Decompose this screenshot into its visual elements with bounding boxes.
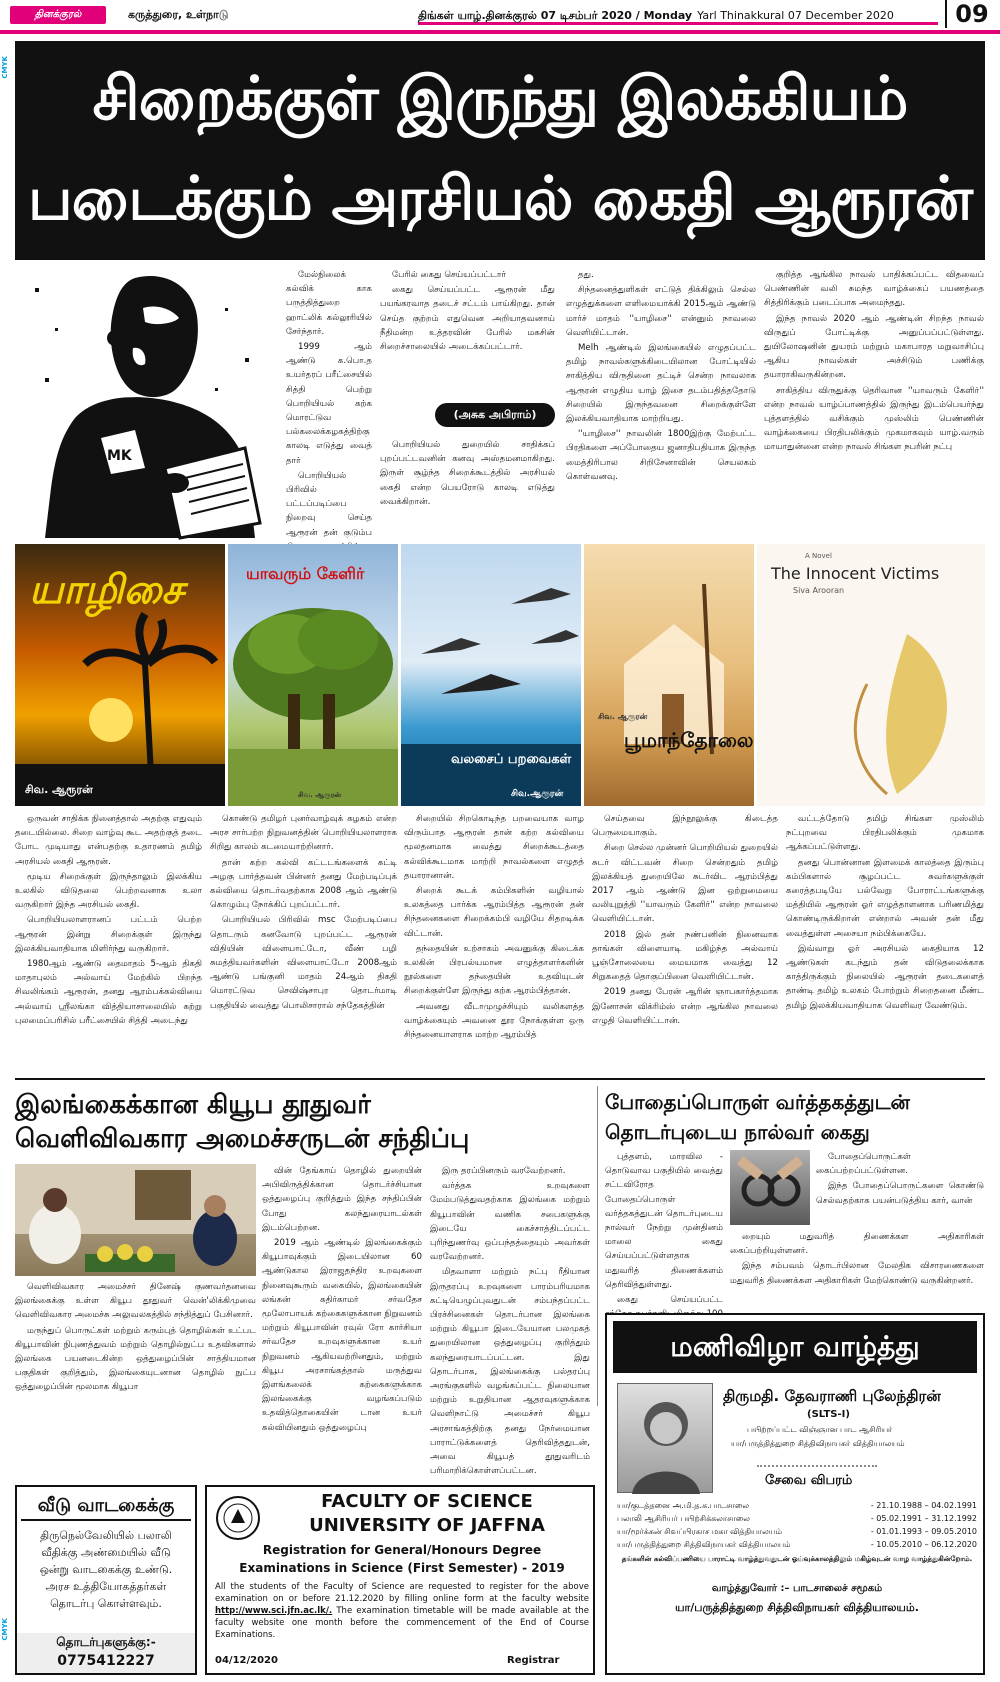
house-illustration bbox=[584, 544, 754, 806]
honoree-grade: (SLTS-I) bbox=[807, 1409, 850, 1420]
story-column: பொறியியல் துறையில் சாதிக்கப் புறப்பட்டவனின் கனவு அஸ்தமனமாகிறது. இருள் சூழ்ந்த சிறைக்கூடத்தில் அரசியல் கைதி என்ற பெயரோடு காலடி எடுத்து வைக்கிறான். bbox=[380, 440, 555, 507]
section-label: கருத்துரை, உள்நாடு bbox=[128, 8, 229, 21]
story-column: ஒருவன் சாதிக்க நினைத்தால் அதற்கு எதுவும் தடையில்லை. சிறை வாழ்வு கூட அதற்குத் தடை போட முடியாது என்பதற்கு உதாரணம் தமிழ் அரசியல் கைதி ஆரூரன். மூடிய சிறைக்குள் இருந்தாலும் இலக்கிய உலகில் விடுதலை பெற்றவனாக உலா வருகிறார் இந்த அரசியல் கைதி. பொறியியலாளரானப் பட்டம் பெற்ற ஆரூரன் இன்று சிறைக்குள் இருந்து இலக்கியவாதியாக மிளிர்ந்து வருகிறார். 1980ஆம் ஆண்டு தைமாதம் 5-ஆம் திகதி மாதாபுலம் அல்வாய் மேற்கில் பிறந்த சிவலிங்கம் ஆரூரன், தனது ஆரம்பக்கல்வியை அல்வாய் ஸ்ரீலங்கா வித்தியாசாலையில் கற்று புலமைப்பரிசில் பரீட்சையில் சித்தி அடைந்து bbox=[15, 814, 202, 1026]
ornament-divider bbox=[757, 1457, 877, 1467]
book-title: The Innocent Victims bbox=[771, 564, 940, 583]
greeting-school: யா/பருத்தித்துறை சித்திவிநாயகர் வித்தியாலயம். bbox=[675, 1601, 919, 1614]
story-column: வின் தேங்காய் தொழில் துறையின் அபிவிருத்திக்கான தொடர்ச்சியான ஒத்துழைப்பு குறித்தும் இந்த சந்திப்பின் போது கலந்துரையாடல்கள் இடம்பெற்றன. 2019 ஆம் ஆண்டில் இலங்கைக்கும் கியூபாவுக்கும் இடையிலான 60 ஆண்டுகால இராஜதந்திர உறவுகளை நினைவுகூரும் வகையில், இலங்கையின் லங்கன் கதிர்காமர் சர்வதேச மூலோபாயக் கற்கைகளுக்கான நிறுவனம் மற்றும் கியூபாவின் ரவுல் ரோ கார்சியா சர்வதேச உறவுகளுக்கான உயர் நிறுவனம் ஆகியவற்றினதும், மற்றும் கியூப அரசாங்கத்தால் மருத்துவ இளங்கலைக் கற்கைகளுக்காக இலங்கைக்கு வழங்கப்படும் உதவித்தொகையின் டான உயர் கல்வியினதும் ஒத்துழைப்பு bbox=[262, 1166, 422, 1433]
story-column: மேல்நிலைக் கல்விக் காக பருத்தித்துறை ஹாட்லிக் கல்லூரியில் சேர்ந்தார். 1999 ஆம் ஆண்டு க.பொ.த உயர்தரப் பரீட்சையில் சித்தி பெற்று பொறியியல் கற்க மொரட்டுவ பல்கலைக்கழகத்திற்கு காலடி எடுத்து வைத் தார் பொறியியல் பிரிவில் பட்டப்படிப்பை நிறைவு செய்த ஆரூரன் தன் குடும்ப bbox=[286, 270, 372, 538]
story-column: வெளிவிவகார அமைச்சர் தினேஷ் குணவர்தனவை இலங்கைக்கு உள்ள கியூப தூதுவர் வென்'லிக்கிமுவை வெளிவிவகார அமைச்சு அலுவலகத்தில் சந்தித்துப் பேசினார். மருந்துப் பொருட்கள் மற்றும் கரும்புத் தொழில்கள் உட்பட கியூபாவின் நிபுணத்துவம் மற்றும் தொழில்நுட்ப உதவிகளால் இலங்கை பயனடைகின்ற ஒத்துழைப்பின் சாத்தியமான பகுதிகள் குறித்தும், இலங்கையுடனான தொழில் நுட்ப ஒத்துழைப்பின் மூலமாக கியூபா bbox=[15, 1282, 256, 1393]
ad-date: 04/12/2020 bbox=[215, 1655, 278, 1666]
honoree-name: திருமதி. தேவராணி புலேந்திரன் bbox=[723, 1387, 941, 1405]
faculty-website-link[interactable]: http://www.sci.jfn.ac.lk/. bbox=[215, 1606, 333, 1616]
section-divider bbox=[15, 1078, 985, 1080]
phone-number: 0775412227 bbox=[57, 1653, 155, 1669]
story-column: குறித்த ஆங்கில நாவல் பாதிக்கப்பட்ட விதவைப் பெண்ணின் வலி சுமந்த வாழ்க்கைப் பயணத்தை சித்திரிக்கும் படைப்பாக அமைந்தது. இந்த நாவல் 2020 ஆம் ஆண்டின் சிறந்த நாவல் விருதுப் போட்டிக்கு அனுப்பப்பட்டுள்ளது. துயிலோஷனின் துயரம் மற்றும் மகாபாரத மறுவாசிப்பு ஆகிய நாவல்கள் அச்சிடும் பணிக்கு தயாராகிவருகின்றன. சாகித்திய விருதுக்கு தெரிவான ''யாவரும் கேளிர்'' என்ற நாவல் யாழ்ப்பாணத்தில் இருந்து இடம்பெயர்ந்து புத்தளத்தில் வசிக்கும் முஸ்லிம் பெண்ணின் வாழ்க்கையை பிரதிபலிக்கும் முகமாகவும் யாழ்.வரும் மாயாதுன்னை என்ற நாவல் சிங்கள நபரின் நட்பு bbox=[764, 270, 984, 453]
blessing-text: தங்களின் கல்விப்பணியை பாராட்டி வாழ்த்துவதுடன் ஓய்வுக்காலத்திலும் மகிழ்வுடன் வாழ வாழ்த்துகின்றோம். bbox=[621, 1555, 973, 1563]
handcuffs-photo bbox=[730, 1150, 810, 1225]
book-author: சிவ.ஆரூரன் bbox=[511, 789, 564, 799]
story-column: புத்தளம், மாரவில - தொடுவாவ பகுதியில் வைத்து சட்டவிரோத போதைப்பொருள் வர்த்தகத்துடன் தொடர்புடைய நால்வர் நேற்று முன்தினம் மாலை கைது செய்யப்பட்டுள்ளதாக மதுவரித் திணைக்களம் தெரிவித்துள்ளது. கைது செய்யப்பட்ட bbox=[605, 1152, 723, 1306]
headline-line-1: சிறைக்குள் இருந்து இலக்கியம் bbox=[92, 64, 908, 134]
newspaper-logo: தினக்குரல் bbox=[10, 6, 106, 24]
byline: (அசுக அபிராம்) bbox=[435, 403, 555, 427]
faculty-name: FACULTY OF SCIENCE bbox=[321, 1491, 533, 1512]
story-headline: தொடர்புடைய நால்வர் கைது bbox=[605, 1120, 870, 1144]
banyan-tree-illustration bbox=[228, 544, 398, 806]
story-column: றையும் மதுவரித் திணைக்கள அதிகாரிகள் கைப்பற்றியுள்ளனர். இந்த சம்பவம் தொடர்பிலான மேலதிக விசாரணைகளை மதுவரித் திணைக்கள அதிகாரிகள் மேற்கொண்டு வருகின்றனர். bbox=[730, 1232, 984, 1286]
svg-text:MK: MK bbox=[107, 448, 132, 464]
book-author: சிவ. ஆரூரன் bbox=[298, 791, 342, 799]
story-column: சிறையில் சிறகொடிந்த பறவையாக வாழ விரும்பாத ஆரூரன் தான் கற்ற கல்வியை மூலதனமாக வைத்து சிறைக்கூடத்தை கல்விக்கூடமாக மாற்றி நாவல்களை எழுதத் தயாரானான். சிறைக் கூடக் கம்பிகளின் வழியால் உலகத்தை பார்க்க ஆரம்பித்த ஆரூரன் தன் சிந்தனைகளை சிறைக்கம்பி வழியே சிதறடிக்க விட்டான். தந்தையின் உற்சாகம் அவனுக்கு கிடைக்க உலகின் பிரபல்யமான எழுத்தாளர்களின் நூல்களை தந்தையின் உதவியுடன் சிறைக்குள்ளே இருந்து கற்க ஆரம்பித்தான். அவனது வீடாமுழுச்சியும் வலிகளத்த வாழ்க்கையும் அவனை தூர நோக்குள்ள ஒரு சிந்தனையாளராக மாற்ற ஆரம்பித் bbox=[404, 814, 584, 1041]
page-header bbox=[0, 0, 1000, 30]
handcuffs-icon bbox=[730, 1150, 810, 1225]
story-column: செய்தவை இந்நூலுக்கு கிடைத்த பெருமையாகும். சிறை செல்ல முன்னர் பொறியியல் துறையில் சுடர் விட்டவன் சிறை சென்றதும் தமிழ் இலக்கியத் துறையிலே சுடர்விட ஆரம்பித்து 2017 ஆம் ஆண்டு இன ஒற்றுமையை வலியுறுத்தி ''யாவரும் கேளிர்'' என்ற நாவலை வெளியிட்டான். 2018 இல் தன் நண்பனின் நினைவாக தாங்கள் விளையாடி மகிழ்ந்த அல்வாய் பூஞ்சோலையை மையமாக வைத்து 12 சிறுகதைத் தொகுப்பினை வெளியிட்டான். 2019 தனது பேரன் ஆரின் ஞாபகார்த்தமாக இனோசன் விக்ரிம்ஸ் என்ற ஆங்கில நாவலை எழுதி வெளியிட்டான். bbox=[592, 814, 778, 1026]
story-headline: வெளிவிவகார அமைச்சருடன் சந்திப்பு bbox=[15, 1124, 470, 1154]
main-headline bbox=[15, 41, 985, 260]
book-author: சிவ. ஆரூரன் bbox=[25, 783, 93, 796]
service-row: பலாலி ஆசிரியர் பயிற்சிக்கலாசாலை - 05.02.1991 – 31.12.1992 bbox=[617, 1514, 977, 1523]
portrait-illustration bbox=[15, 268, 281, 538]
ad-subtitle: Examinations in Science (First Semester) - 2019 bbox=[239, 1561, 565, 1575]
header-rule bbox=[0, 30, 1000, 34]
story-headline: போதைப்பொருள் வர்த்தகத்துடன் bbox=[605, 1090, 910, 1114]
book-cover bbox=[401, 544, 581, 806]
ad-body: திருநெல்வேலியில் பலாலி வீதிக்கு அண்மையில் வீடு ஒன்று வாடகைக்கு உண்டு. அரச உத்தியோகத்தர்கள் தொடர்பு கொள்ளவும். bbox=[39, 1529, 173, 1610]
honoree-photo bbox=[617, 1383, 713, 1493]
date-english: Yarl Thinakkural 07 December 2020 bbox=[697, 9, 894, 22]
book-author: சிவ. ஆரூரன் bbox=[598, 712, 648, 721]
faculty-ad bbox=[205, 1485, 595, 1675]
story-column: போதைப்பொருட்கள் கைப்பற்றப்பட்டுள்ளன. இந்த போதைப்பொருட்களை கொண்டு செல்வதற்காக பயன்படுத்திய கார், வான் bbox=[816, 1152, 984, 1206]
university-name: UNIVERSITY OF JAFFNA bbox=[309, 1515, 545, 1536]
book-cover bbox=[15, 544, 225, 806]
author-portrait bbox=[15, 268, 281, 538]
book-author: Siva Arooran bbox=[793, 586, 845, 595]
column-divider bbox=[597, 1086, 598, 1406]
meeting-illustration bbox=[15, 1164, 256, 1276]
book-subtitle: A Novel bbox=[805, 552, 832, 560]
book-title: வலசைப் பறவைகள் bbox=[451, 752, 572, 767]
birthday-ad bbox=[605, 1313, 985, 1675]
story-column: பேரில் கைது செய்யப்பட்டார் கைது செய்யப்பட்ட ஆரூரன் மீது பயங்கரவாத தடைச் சட்டம் பாய்கிறது. தான் செய்த குற்றம் எதுவென அறியாதவனாய் நீதிமன்ற உத்தரவின் பேரில் மகசின் சிறைச்சாலையில் அடைக்கப்பட்டார். bbox=[380, 270, 555, 353]
service-list bbox=[617, 1499, 977, 1551]
abstract-illustration bbox=[757, 544, 985, 806]
honoree-role: பயிற்றப்பட்ட விஞ்ஞான பாட ஆசிரியர் bbox=[747, 1425, 893, 1434]
ad-subtitle: Registration for General/Honours Degree bbox=[262, 1543, 542, 1557]
page-number: 09 bbox=[945, 0, 997, 28]
palm-tree-illustration bbox=[15, 544, 225, 806]
cmyk-mark: CMYK bbox=[1, 1618, 9, 1641]
greeting-from: வாழ்த்துவோர் :– பாடசாலைச் சமூகம் bbox=[711, 1583, 883, 1594]
honoree-school: யா/பருத்தித்துறை சித்திவிநாயகர் வித்தியாலயம் bbox=[731, 1439, 905, 1448]
service-row: யா/பருத்தித்துறை சித்திவிநாயகர் வித்தியாலயம் - 10.05.2010 – 06.12.2020 bbox=[617, 1540, 977, 1549]
date-tamil: திங்கள் யாழ்.தினக்குரல் 07 டிசம்பர் 2020 / Monday bbox=[418, 9, 693, 22]
book-cover bbox=[757, 544, 985, 806]
meeting-photo bbox=[15, 1164, 256, 1276]
book-cover bbox=[228, 544, 398, 806]
service-title: சேவை விபரம் bbox=[765, 1473, 853, 1488]
ad-contact: தொடர்புகளுக்கு:- 0775412227 bbox=[17, 1633, 195, 1673]
service-row: யா/குடத்தனை அ.மி.த.க.பாடசாலை - 21.10.1988 – 04.02.1991 bbox=[617, 1501, 977, 1510]
ad-signoff: Registrar bbox=[507, 1655, 560, 1666]
cmyk-mark: CMYK bbox=[1, 56, 9, 79]
book-title: யாவரும் கேளிர் bbox=[246, 564, 365, 583]
date-bar bbox=[418, 4, 938, 25]
story-column: வட்டத்தோடு தமிழ் சிங்கள முஸ்லிம் நட்புறவை பிரதிபலிக்கும் முகமாக ஆக்கப்பட்டுள்ளது. தனது பொன்னான இளமைக் காலத்தை இரும்பு கம்பிகளால் சூழப்பட்ட சுவர்களுக்குள் கரைத்தபடியே பல்வேறு போராட்டங்களுக்கு மத்தியில் ஆரூரன் ஓர் எழுத்தாளனாக பரிணமித்து கொண்டிருக்கிறான் என்றால் அவன் தன் மீது வைத்துள்ள அசையா நம்பிக்கையே. இவ்வாறு ஓர் அரசியல் கைதியாக 12 ஆண்டுகள் கடந்தும் தன் விடுதலைக்காக காத்திருக்கும் நிலையில் ஆரூரன் தடைகளைத் தாண்டி தமிழ் உலகம் போற்றும் சிறைதனை மீண்ட தமிழ் இலக்கியவாதியாக வெளிவர வேண்டும். bbox=[786, 814, 984, 1011]
story-column: கொண்டு தமிழர் புனர்வாழ்வுக் கழகம் என்ற அரச சார்பற்ற நிறுவனத்தின் பொறியியலாளராக சிறிது காலம் கடமையாற்றினார். தான் கற்ற கல்வி கட்டடங்களைக் கட்டி அழகு பார்த்தவன் பின்னர் தனது மேற்படிப்புக் கல்வியை தொடர்வதற்காக 2008 ஆம் ஆண்டு கொழும்பு நோக்கிப் புறப்பட்டார். பொறியியல் பிரிவில் msc மேற்படிப்பை தொடரும் கனவோடு புறப்பட்ட ஆரூரன் விதியின் விளையாட்டோ, வீண் பழி சுமத்தியவர்களின் விளையாட்டோ 2008ஆம் ஆண்டு பங்குனி மாதம் 24ஆம் திகதி மொரட்டுவ செவிஷ்சாபுர தொடர்மாடி பகுதியில் வைத்து பொலிசாரால் சந்தேகத்தின் bbox=[210, 814, 397, 1011]
university-seal-icon bbox=[215, 1495, 261, 1541]
story-column: இரு தரப்பினரும் வரவேற்றனர். வர்த்தக உறவுகளை மேம்படுத்துவதற்காக இலங்கை மற்றும் கியூபாவின் வணிக சபைகளுக்கு இடையே கைச்சாத்திடப்பட்ட புரிந்துணர்வு ஒப்பந்தத்தையும் அவர்கள் வரவேற்றனர். மிதவாளா மற்றும் நட்பு ரீதியான இருதரப்பு உறவுகளை பாரம்பரியமாக கட்டியெழுப்புவதுடன் சம்பந்தப்பட்ட பிரச்சினைகள் தொடர்பான இலங்கை மற்றும் கியூபா இடையேயான பலமுகத் துறையிலான ஒத்துழைப்பு குறித்தும் கலந்துரையாடப்பட்டன. இது தொடர்பாக, இலங்கைக்கு பல்தரப்பு அரங்குகளில் வழங்கப்பட்ட நிலையான மற்றும் உறுதியான ஆதரவுகளுக்காக வெளிநாட்டு அமைச்சர் கியூப அரசாங்கத்திற்கு தனது நேர்மையான பாராட்டுக்களைத் தெரிவித்ததுடன், அவை கியூபத் தூதுவரிடம் பரிமாறிக்கொள்ளப்பட்டன. bbox=[430, 1166, 590, 1477]
story-headline: இலங்கைக்கான கியூப தூதுவர் bbox=[15, 1090, 371, 1120]
ad-title: வீடு வாடகைக்கு bbox=[21, 1491, 191, 1521]
rent-ad bbox=[15, 1485, 197, 1675]
story-column: தது. சிந்தனைத்துளிகள் எட்டுத் திக்கிலும் செல்ல எழுத்துக்களை எளிமையாக்கி 2015ஆம் ஆண்டு மார்ச் மாதம் ''யாழிசை'' என்னும் நாவலை வெளியிட்டான். Melh ஆண்டில் இலங்கையில் எழுதப்பட்ட தமிழ் நாவல்களுக்கிடையிலான போட்டியில் சாகித்திய விருதினை தட்டிச் சென்ற நாவலாக ஆரூரன் எழுதிய யாழ் இசை தடம்பதித்ததோடு சிறையில் இருந்தவனை சிறைக்குள்ளே இலக்கியவாதியாக மாற்றியது. ''யாழிசை'' நாவலின் 1800இற்கு மேற்பட்ட பிரதிகளை அப்போதைய ஜனாதிபதியாக இருந்த மைத்திரிபால சிறிசேனாவின் செயலகம் கொள்வனவு. bbox=[566, 270, 756, 482]
ad-body: All the students of the Faculty of Science are requested to register for the above examination on or before 21.12.2020 by filling online form at the faculty website http://www.sci.jfn.ac.lk/. The examination timetable will be made available at the faculty website one month before the commencement of the End of Course Examinations. bbox=[215, 1582, 589, 1640]
service-row: யா/மூர்க்கன் சிவப்பிரகாச மகா வித்தியாலயம் - 01.01.1993 – 09.05.2010 bbox=[617, 1527, 977, 1536]
book-cover bbox=[584, 544, 754, 806]
headline-line-2: படைக்கும் அரசியல் கைதி ஆரூரன் bbox=[27, 164, 973, 234]
portrait-icon bbox=[618, 1384, 714, 1494]
book-title: யாழிசை bbox=[29, 566, 184, 613]
book-title: பூமாந்தோலை bbox=[624, 728, 754, 752]
ad-title: மணிவிழா வாழ்த்து bbox=[613, 1321, 977, 1373]
